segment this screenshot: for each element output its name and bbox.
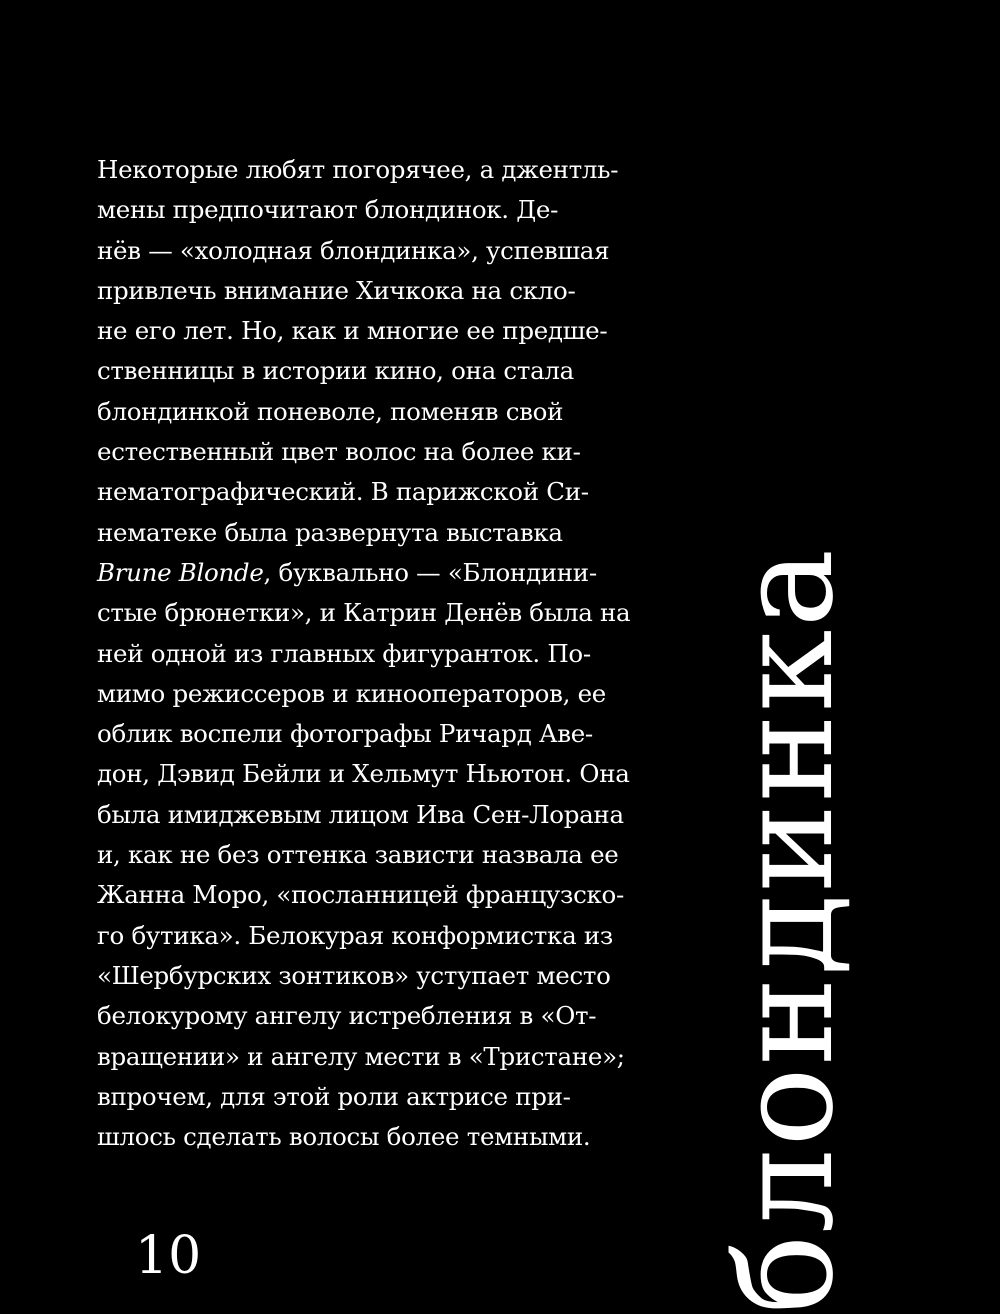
text-line — [97, 754, 637, 794]
text-line-content: Жанна Моро, «посланницей французско- — [97, 880, 624, 910]
text-line — [97, 190, 637, 230]
text-line — [97, 674, 637, 714]
text-line-content: шлось сделать волосы более темными. — [97, 1122, 591, 1152]
text-line — [97, 1077, 637, 1117]
text-line-content: нематографический. В парижской Си- — [97, 477, 589, 507]
text-line-content: впрочем, для этой роли актрисе при- — [97, 1081, 571, 1111]
text-line — [97, 150, 637, 190]
text-line-content: нёв — «холодная блондинка», успевшая — [97, 235, 610, 265]
text-line — [97, 392, 637, 432]
text-line — [97, 714, 637, 754]
text-line-content: Некоторые любят погорячее, а джентль- — [97, 155, 619, 184]
text-line-content: стые брюнетки», и Катрин Денёв была на — [97, 598, 631, 628]
text-line — [97, 513, 637, 553]
vertical-title: блондинка — [709, 546, 863, 1314]
text-line — [97, 875, 637, 915]
text-line — [97, 311, 637, 351]
text-line-content: не его лет. Но, как и многие ее предше- — [97, 316, 608, 346]
text-line — [97, 351, 637, 391]
text-line-content: мены предпочитают блондинок. Де- — [97, 195, 559, 225]
text-line — [97, 271, 637, 311]
body-text — [97, 150, 637, 1157]
text-line-content: привлечь внимание Хичкока на скло- — [97, 275, 576, 305]
text-line — [97, 1117, 637, 1157]
text-line-content: была имиджевым лицом Ива Сен-Лорана — [97, 799, 624, 829]
text-line-content: облик воспели фотографы Ричард Аве- — [97, 719, 593, 749]
text-line-content: естественный цвет волос на более ки- — [97, 437, 581, 467]
text-line — [97, 231, 637, 271]
text-line-content: мимо режиссеров и кинооператоров, ее — [97, 678, 606, 708]
text-line-content: блондинкой поневоле, поменяв свой — [97, 396, 564, 426]
text-line — [97, 593, 637, 633]
text-line-content: «Шербурских зонтиков» уступает место — [97, 960, 611, 990]
text-line — [97, 432, 637, 472]
text-line — [97, 916, 637, 956]
text-line-content: вращении» и ангелу мести в «Тристане»; — [97, 1041, 625, 1071]
text-line — [97, 956, 637, 996]
text-line-content: ственницы в истории кино, она стала — [97, 356, 574, 386]
text-line — [97, 795, 637, 835]
text-line — [97, 553, 637, 593]
page-number: 10 — [135, 1226, 202, 1286]
text-line — [97, 472, 637, 512]
text-line — [97, 1037, 637, 1077]
text-line-content: го бутика». Белокурая конформистка из — [97, 920, 613, 950]
text-line — [97, 634, 637, 674]
text-line-content: ней одной из главных фигуранток. По- — [97, 638, 591, 668]
italic-title: Brune Blonde — [97, 557, 264, 587]
text-line — [97, 996, 637, 1036]
text-line-content: белокурому ангелу истребления в «От- — [97, 1001, 597, 1031]
text-line-content: , буквально — «Блондини- — [263, 557, 597, 587]
text-line-content: нематеке была развернута выставка — [97, 517, 563, 547]
text-line-content: дон, Дэвид Бейли и Хельмут Ньютон. Она — [97, 759, 630, 789]
text-line-content: и, как не без оттенка зависти назвала ее — [97, 840, 619, 870]
text-line — [97, 835, 637, 875]
